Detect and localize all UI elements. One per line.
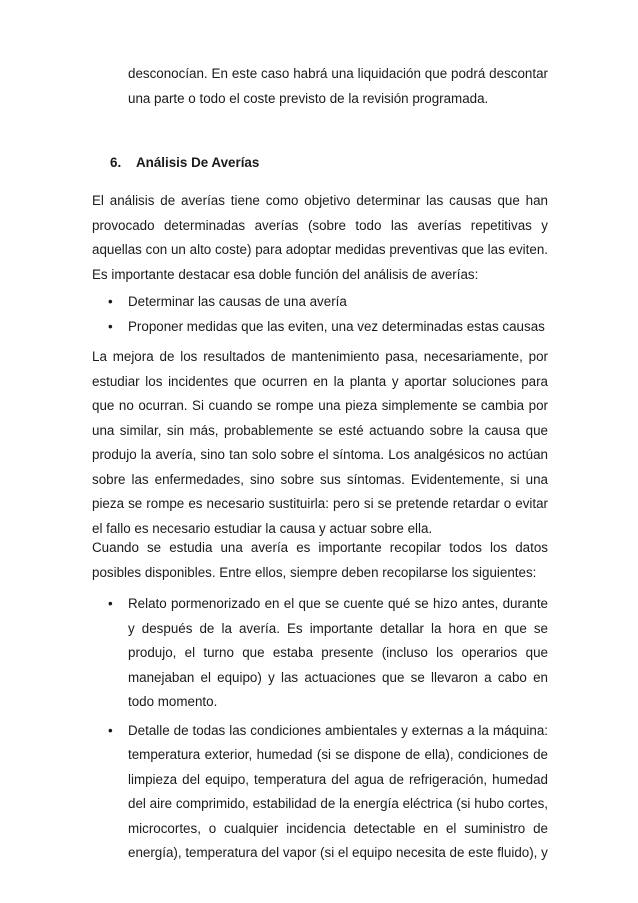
bullet-icon: • xyxy=(108,294,113,309)
bullet-icon: • xyxy=(108,722,113,738)
paragraph-data-collection: Cuando se estudia una avería es importante recopilar todos los datos posibles disponibles. Entre ellos, siempre deben recopilarse los siguientes: xyxy=(92,540,548,580)
paragraph-intro: El análisis de averías tiene como objetivo determinar las causas que han provocado determinadas averías (sobre todo las averías repetitivas y aquellas con un alto coste) para adoptar medidas preventivas que las eviten. Es importante destacar esa doble función del análisis de averías: xyxy=(92,193,548,282)
bullet-icon: • xyxy=(108,596,113,611)
list-item: • Proponer medidas que las eviten, una vez determinadas estas causas xyxy=(92,315,548,340)
section-heading xyxy=(110,153,259,173)
section-title: Análisis De Averías xyxy=(136,155,260,170)
functions-list xyxy=(92,290,548,339)
bullet-icon: • xyxy=(108,318,113,334)
list-item: • Relato pormenorizado en el que se cuente qué se hizo antes, durante y después de la avería. Es importante detallar la hora en que se produjo, el turno que estaba presente (incluso los operarios que manejaban el equipo) y las actuaciones que se llevaron a cabo en todo momento. xyxy=(92,592,548,715)
list-item: • Detalle de todas las condiciones ambientales y externas a la máquina: temperatura exterior, humedad (si se dispone de ella), condiciones de limpieza del equipo, temperatura del agua de refrigeración, humedad del aire comprimido, estabilidad de la energía eléctrica (si hubo cortes, microcortes, o cualquier incidencia detectable en el suministro de energía), temperatura del vapor (si el equipo necesita de este fluido), y xyxy=(92,719,548,866)
paragraph-improvement: La mejora de los resultados de mantenimiento pasa, necesariamente, por estudiar los incidentes que ocurren en la planta y aportar soluciones para que no ocurran. Si cuando se rompe una pieza simplemente se cambia por una similar, sin más, probablemente se esté actuando sobre la causa que produjo la avería, sino tan solo sobre el síntoma. Los analgésicos no actúan sobre las enfermedades, sino sobre sus síntomas. Evidentemente, si una pieza se rompe es necesario sustituirla: pero si se pretende retardar o evitar el fallo es necesario estudiar la causa y actuar sobre ella. xyxy=(92,349,548,536)
section-number: 6. xyxy=(110,155,122,170)
data-list xyxy=(92,592,548,866)
list-item: • Determinar las causas de una avería xyxy=(92,290,548,315)
continuation-paragraph: desconocían. En este caso habrá una liquidación que podrá descontar una parte o todo el coste previsto de la revisión programada. xyxy=(128,66,548,106)
